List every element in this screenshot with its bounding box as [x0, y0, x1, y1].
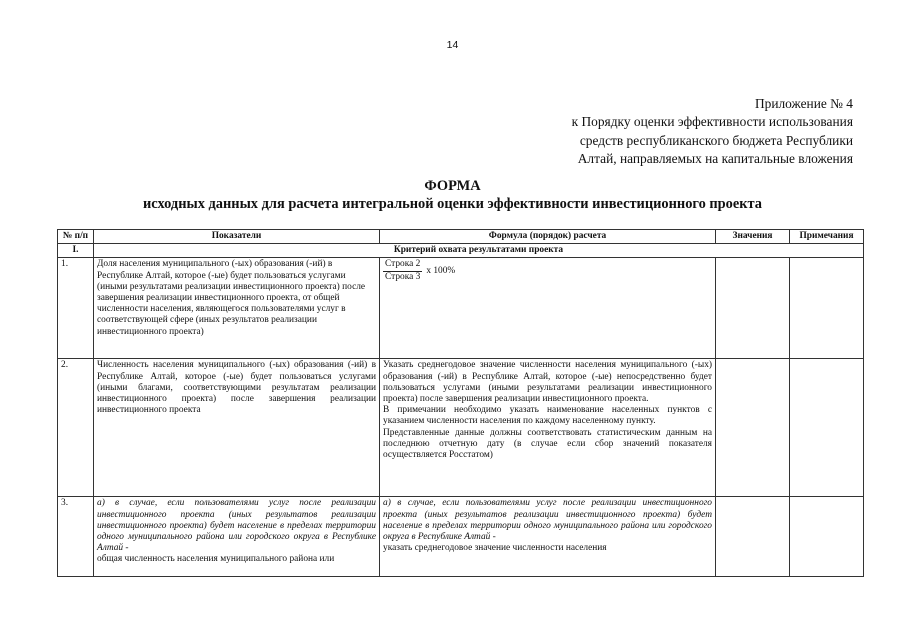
header-notes: Примечания [790, 230, 864, 244]
formula-paragraph: Представленные данные должны соответствовать статистическим данным на последнюю отчетную дату (в случае если сбор значений показателя осуществляется Росстатом) [383, 427, 712, 461]
input-data-table [57, 229, 864, 577]
formula-paragraph: В примечании необходимо указать наименование населенных пунктов с указанием численности населения по каждому населенному пункту. [383, 405, 712, 427]
section-number: I. [58, 244, 94, 258]
header-indicators: Показатели [94, 230, 380, 244]
note-cell [790, 359, 864, 497]
table-row [58, 497, 864, 577]
formula-text: указать среднегодовое значение численности населения [383, 543, 607, 554]
formula-cell [380, 258, 716, 359]
appendix-line: к Порядку оценки эффективности использования [571, 114, 853, 130]
indicator-cell: Численность населения муниципального (-ых) образования (-ий) в Республике Алтай, которое (-ые) будет пользоваться услугами (иными благами, соответствующими результатам реализации инвестиционного проекта) после завершения реализации инвестиционного проекта [94, 359, 380, 497]
appendix-line: Приложение № 4 [754, 96, 853, 111]
formula-fraction [383, 259, 422, 282]
indicator-cell: Доля населения муниципального (-ых) образования (-ий) в Республике Алтай, которое (-ые) будет пользоваться услугами (иными результатами реализации инвестиционного проекта) после завершения реализации инвестиционного проекта, от общей численности населения, являющегося пользователями услуг в соответствующей сфере (иных результатов реализации инвестиционного проекта) [94, 258, 380, 359]
table-row [58, 258, 864, 359]
section-title: Критерий охвата результатами проекта [94, 244, 864, 258]
note-cell [790, 258, 864, 359]
indicator-cell [94, 497, 380, 577]
row-number: 1. [58, 258, 94, 359]
indicator-text: общая численность населения муниципального района или [97, 554, 335, 565]
header-values: Значения [716, 230, 790, 244]
section-row [58, 244, 864, 258]
row-number: 3. [58, 497, 94, 577]
appendix-line: Алтай, направляемых на капитальные вложения [577, 151, 853, 167]
value-cell [716, 258, 790, 359]
fraction-denominator: Строка 3 [385, 271, 421, 282]
formula-italic-text: а) в случае, если пользователями услуг после реализации инвестиционного проекта (иных результатов реализации инвестиционного проекта) будет население в пределах территории одного муниципального района или городского округа в Республике Алтай - [383, 498, 712, 543]
row-number: 2. [58, 359, 94, 497]
formula-multiplier: x 100% [426, 265, 456, 276]
table-row [58, 359, 864, 497]
appendix-block [572, 95, 853, 169]
formula-cell [380, 497, 716, 577]
formula-cell [380, 359, 716, 497]
form-title-main: ФОРМА [424, 178, 481, 194]
value-cell [716, 359, 790, 497]
note-cell [790, 497, 864, 577]
header-formula: Формула (порядок) расчета [380, 230, 716, 244]
formula-paragraph: Указать среднегодовое значение численности населения муниципального (-ых) образования (-ий) в Республике Алтай, которое (-ые) непосредственно будет пользоваться услугами (иными результатами реализации инвестиционного проекта) после завершения реализации инвестиционного проекта. [383, 360, 712, 405]
fraction-numerator: Строка 2 [383, 259, 422, 271]
page-number: 14 [446, 39, 459, 51]
form-title-sub: исходных данных для расчета интегральной оценки эффективности инвестиционного проекта [143, 196, 762, 213]
header-num: № п/п [58, 230, 94, 244]
form-title [0, 177, 905, 213]
indicator-italic-text: а) в случае, если пользователями услуг после реализации инвестиционного проекта (иных результатов реализации инвестиционного проекта) будет население в пределах территории одного муниципального района или городского округа в Республике Алтай - [97, 498, 376, 554]
table-header-row [58, 230, 864, 244]
value-cell [716, 497, 790, 577]
appendix-line: средств республиканского бюджета Республики [579, 132, 853, 148]
